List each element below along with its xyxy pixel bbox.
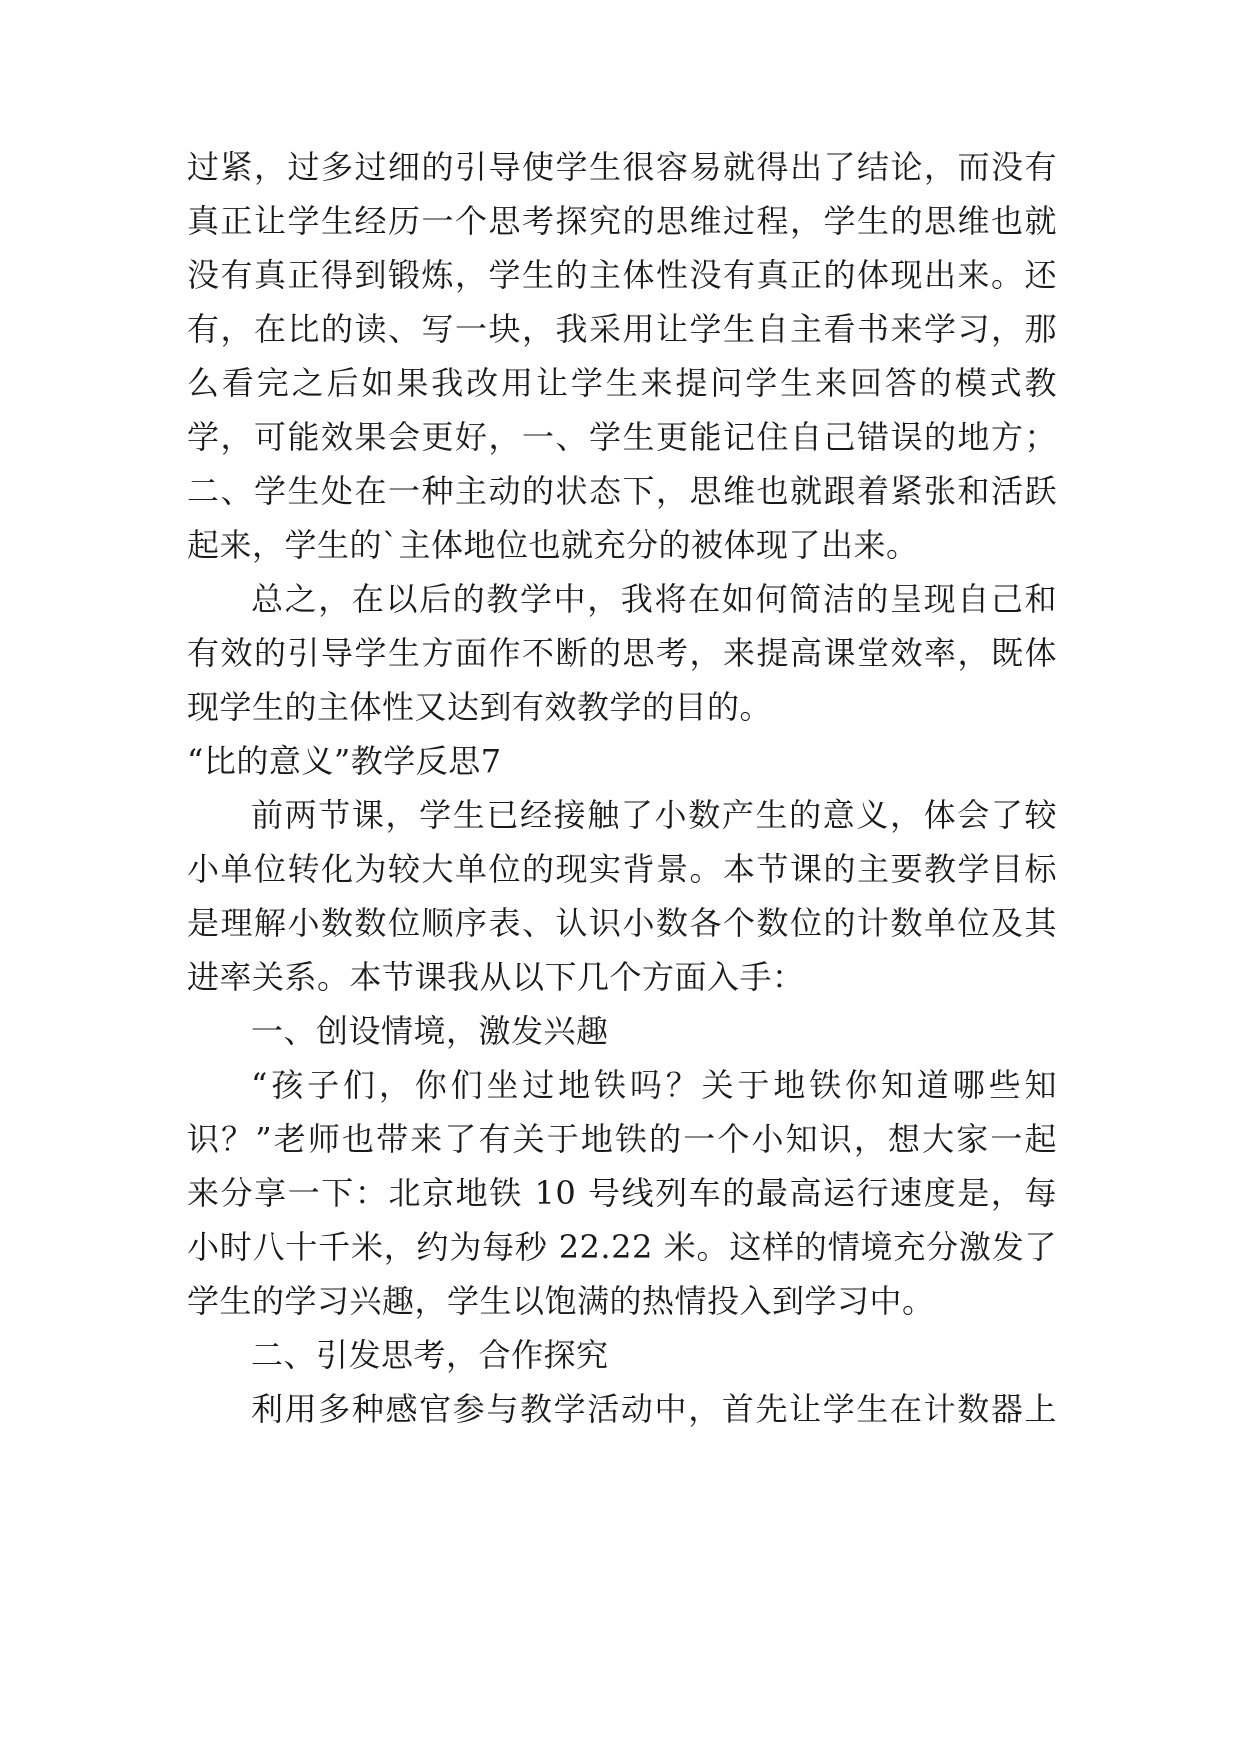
paragraph-line: 小单位转化为较大单位的现实背景。本节课的主要教学目标 — [187, 850, 1057, 888]
subheading: 一、创设情境，激发兴趣 — [251, 1012, 609, 1050]
paragraph-line: 有，在比的读、写一块，我采用让学生自主看书来学习，那 — [187, 310, 1057, 348]
paragraph-line: 起来，学生的`主体地位也就充分的被体现了出来。 — [187, 526, 919, 564]
paragraph-line: 学，可能效果会更好，一、学生更能记住自己错误的地方； — [187, 418, 1057, 456]
paragraph-line: 进率关系。本节课我从以下几个方面入手： — [187, 958, 805, 996]
paragraph-line: “孩子们，你们坐过地铁吗？关于地铁你知道哪些知 — [251, 1066, 1057, 1104]
paragraph-line: 是理解小数数位顺序表、认识小数各个数位的计数单位及其 — [187, 904, 1057, 942]
paragraph-line: 没有真正得到锻炼，学生的主体性没有真正的体现出来。还 — [187, 256, 1057, 294]
paragraph-line: 前两节课，学生已经接触了小数产生的意义，体会了较 — [251, 796, 1057, 834]
paragraph-line: 识？”老师也带来了有关于地铁的一个小知识，想大家一起 — [187, 1120, 1057, 1158]
section-title: “比的意义”教学反思7 — [187, 742, 502, 780]
paragraph-line: 真正让学生经历一个思考探究的思维过程，学生的思维也就 — [187, 202, 1057, 240]
subheading: 二、引发思考，合作探究 — [251, 1336, 609, 1374]
paragraph-line: 来分享一下：北京地铁 10 号线列车的最高运行速度是，每 — [187, 1174, 1057, 1212]
paragraph-line: 总之，在以后的教学中，我将在如何简洁的呈现自己和 — [251, 580, 1057, 618]
paragraph-line: 二、学生处在一种主动的状态下，思维也就跟着紧张和活跃 — [187, 472, 1057, 510]
paragraph-line: 利用多种感官参与教学活动中，首先让学生在计数器上 — [251, 1390, 1057, 1428]
paragraph-line: 学生的学习兴趣，学生以饱满的热情投入到学习中。 — [187, 1282, 935, 1320]
paragraph-line: 小时八十千米，约为每秒 22.22 米。这样的情境充分激发了 — [187, 1228, 1057, 1266]
paragraph-line: 有效的引导学生方面作不断的思考，来提高课堂效率，既体 — [187, 634, 1057, 672]
paragraph-line: 么看完之后如果我改用让学生来提问学生来回答的模式教 — [187, 364, 1057, 402]
paragraph-line: 现学生的主体性又达到有效教学的目的。 — [187, 688, 773, 726]
paragraph-line: 过紧，过多过细的引导使学生很容易就得出了结论，而没有 — [187, 148, 1057, 186]
